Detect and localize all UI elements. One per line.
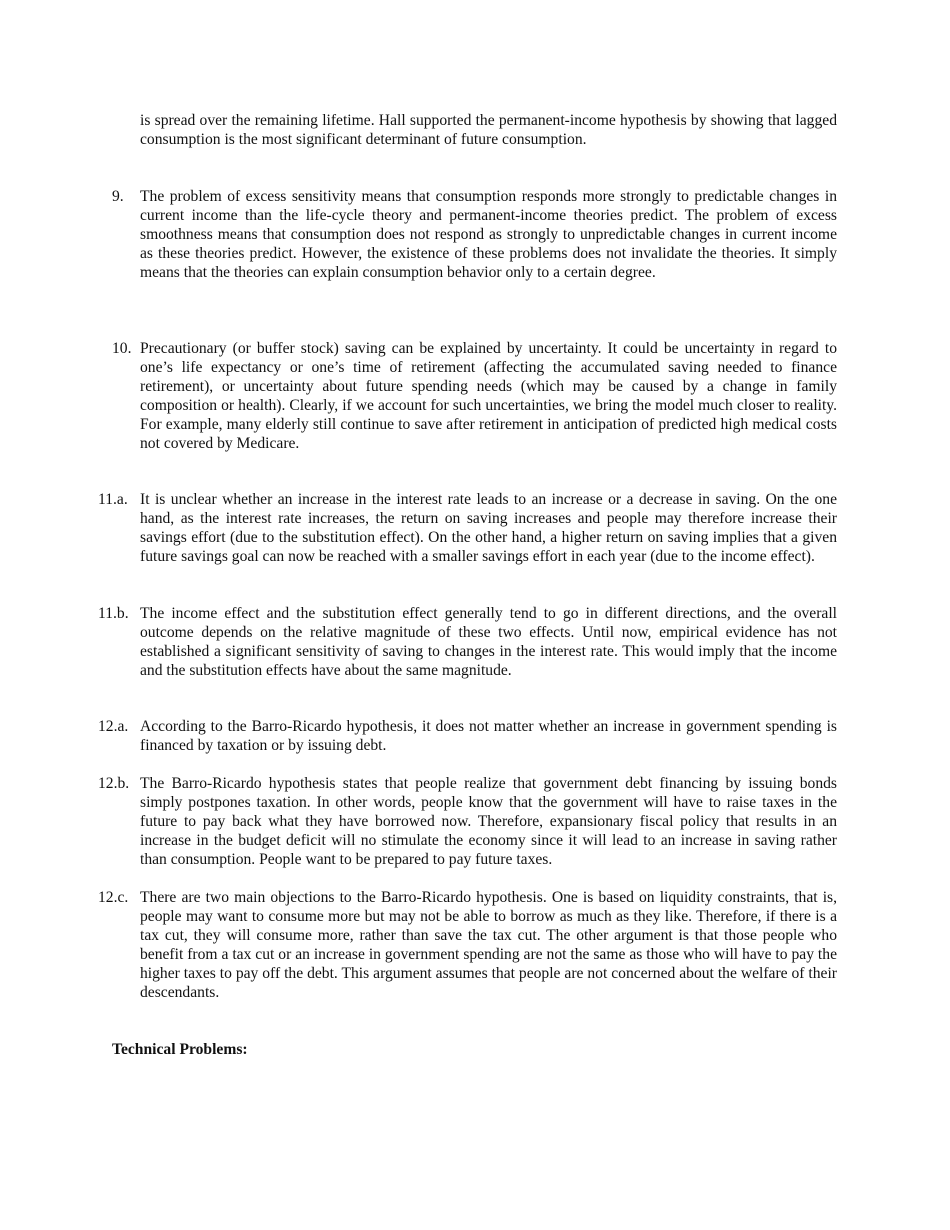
item-number: 11.a. [98,491,128,508]
continuation-text: is spread over the remaining lifetime. Hall supported the permanent-income hypothesis by showing that lagged consumption is the most significant determinant of future consumption. [140,112,837,148]
item-text: Precautionary (or buffer stock) saving can be explained by uncertainty. It could be uncertainty in regard to one’s life expectancy or one’s time of retirement (affecting the accumulated saving needed to finance retirement), or uncertainty about future spending needs (which may be caused by a change in family composition or health). Clearly, if we account for such uncertainties, we bring the model much closer to reality. For example, many elderly still continue to save after retirement in anticipation of predicted high medical costs not covered by Medicare. [140,340,837,452]
list-item-10 [112,339,837,453]
list-item-12c [98,888,837,1002]
list-item-11b [98,604,837,680]
item-number: 9. [112,188,124,205]
item-text: The income effect and the substitution effect generally tend to go in different directions, and the overall outcome depends on the relative magnitude of these two effects. Until now, empirical evidence has not established a significant sensitivity of saving to changes in the interest rate. This would imply that the income and the substitution effects have about the same magnitude. [140,605,837,679]
item-text: The Barro-Ricardo hypothesis states that people realize that government debt financing by issuing bonds simply postpones taxation. In other words, people know that the government will have to raise taxes in the future to pay back what they have borrowed now. Therefore, expansionary fiscal policy that results in an increase in the budget deficit will no stimulate the economy since it will lead to an increase in saving rather than consumption. People want to be prepared to pay future taxes. [140,775,837,868]
list-item-9 [112,187,837,282]
list-item-12b [98,774,837,869]
item-text: There are two main objections to the Barro-Ricardo hypothesis. One is based on liquidity constraints, that is, people may want to consume more but may not be able to borrow as much as they like. Therefore, if there is a tax cut, they will consume more, rather than save the tax cut. The other argument is that those people who benefit from a tax cut or an increase in government spending are not the same as those who will have to pay the higher taxes to pay off the debt. This argument assumes that people are not concerned about the welfare of their descendants. [140,889,837,1001]
item-text: According to the Barro-Ricardo hypothesis, it does not matter whether an increase in government spending is financed by taxation or by issuing debt. [140,718,837,754]
item-number: 12.c. [98,889,129,906]
item-number: 10. [112,340,132,357]
item-number: 12.b. [98,775,130,792]
item-text: The problem of excess sensitivity means that consumption responds more strongly to predictable changes in current income than the life-cycle theory and permanent-income theories predict. The problem of excess smoothness means that consumption does not respond as strongly to unpredictable changes in current income as these theories predict. However, the existence of these problems does not invalidate the theories. It simply means that the theories can explain consumption behavior only to a certain degree. [140,188,837,281]
continuation-paragraph [140,111,837,149]
list-item-12a [98,717,837,755]
item-number: 11.b. [98,605,129,622]
item-number: 12.a. [98,718,129,735]
item-text: It is unclear whether an increase in the interest rate leads to an increase or a decrease in saving. On the one hand, as the interest rate increases, the return on saving increases and people may therefore increase their savings effort (due to the substitution effect). On the other hand, a higher return on saving implies that a given future savings goal can now be reached with a smaller savings effort in each year (due to the income effect). [140,491,837,565]
section-heading: Technical Problems: [112,1041,248,1058]
list-item-11a [98,490,837,566]
